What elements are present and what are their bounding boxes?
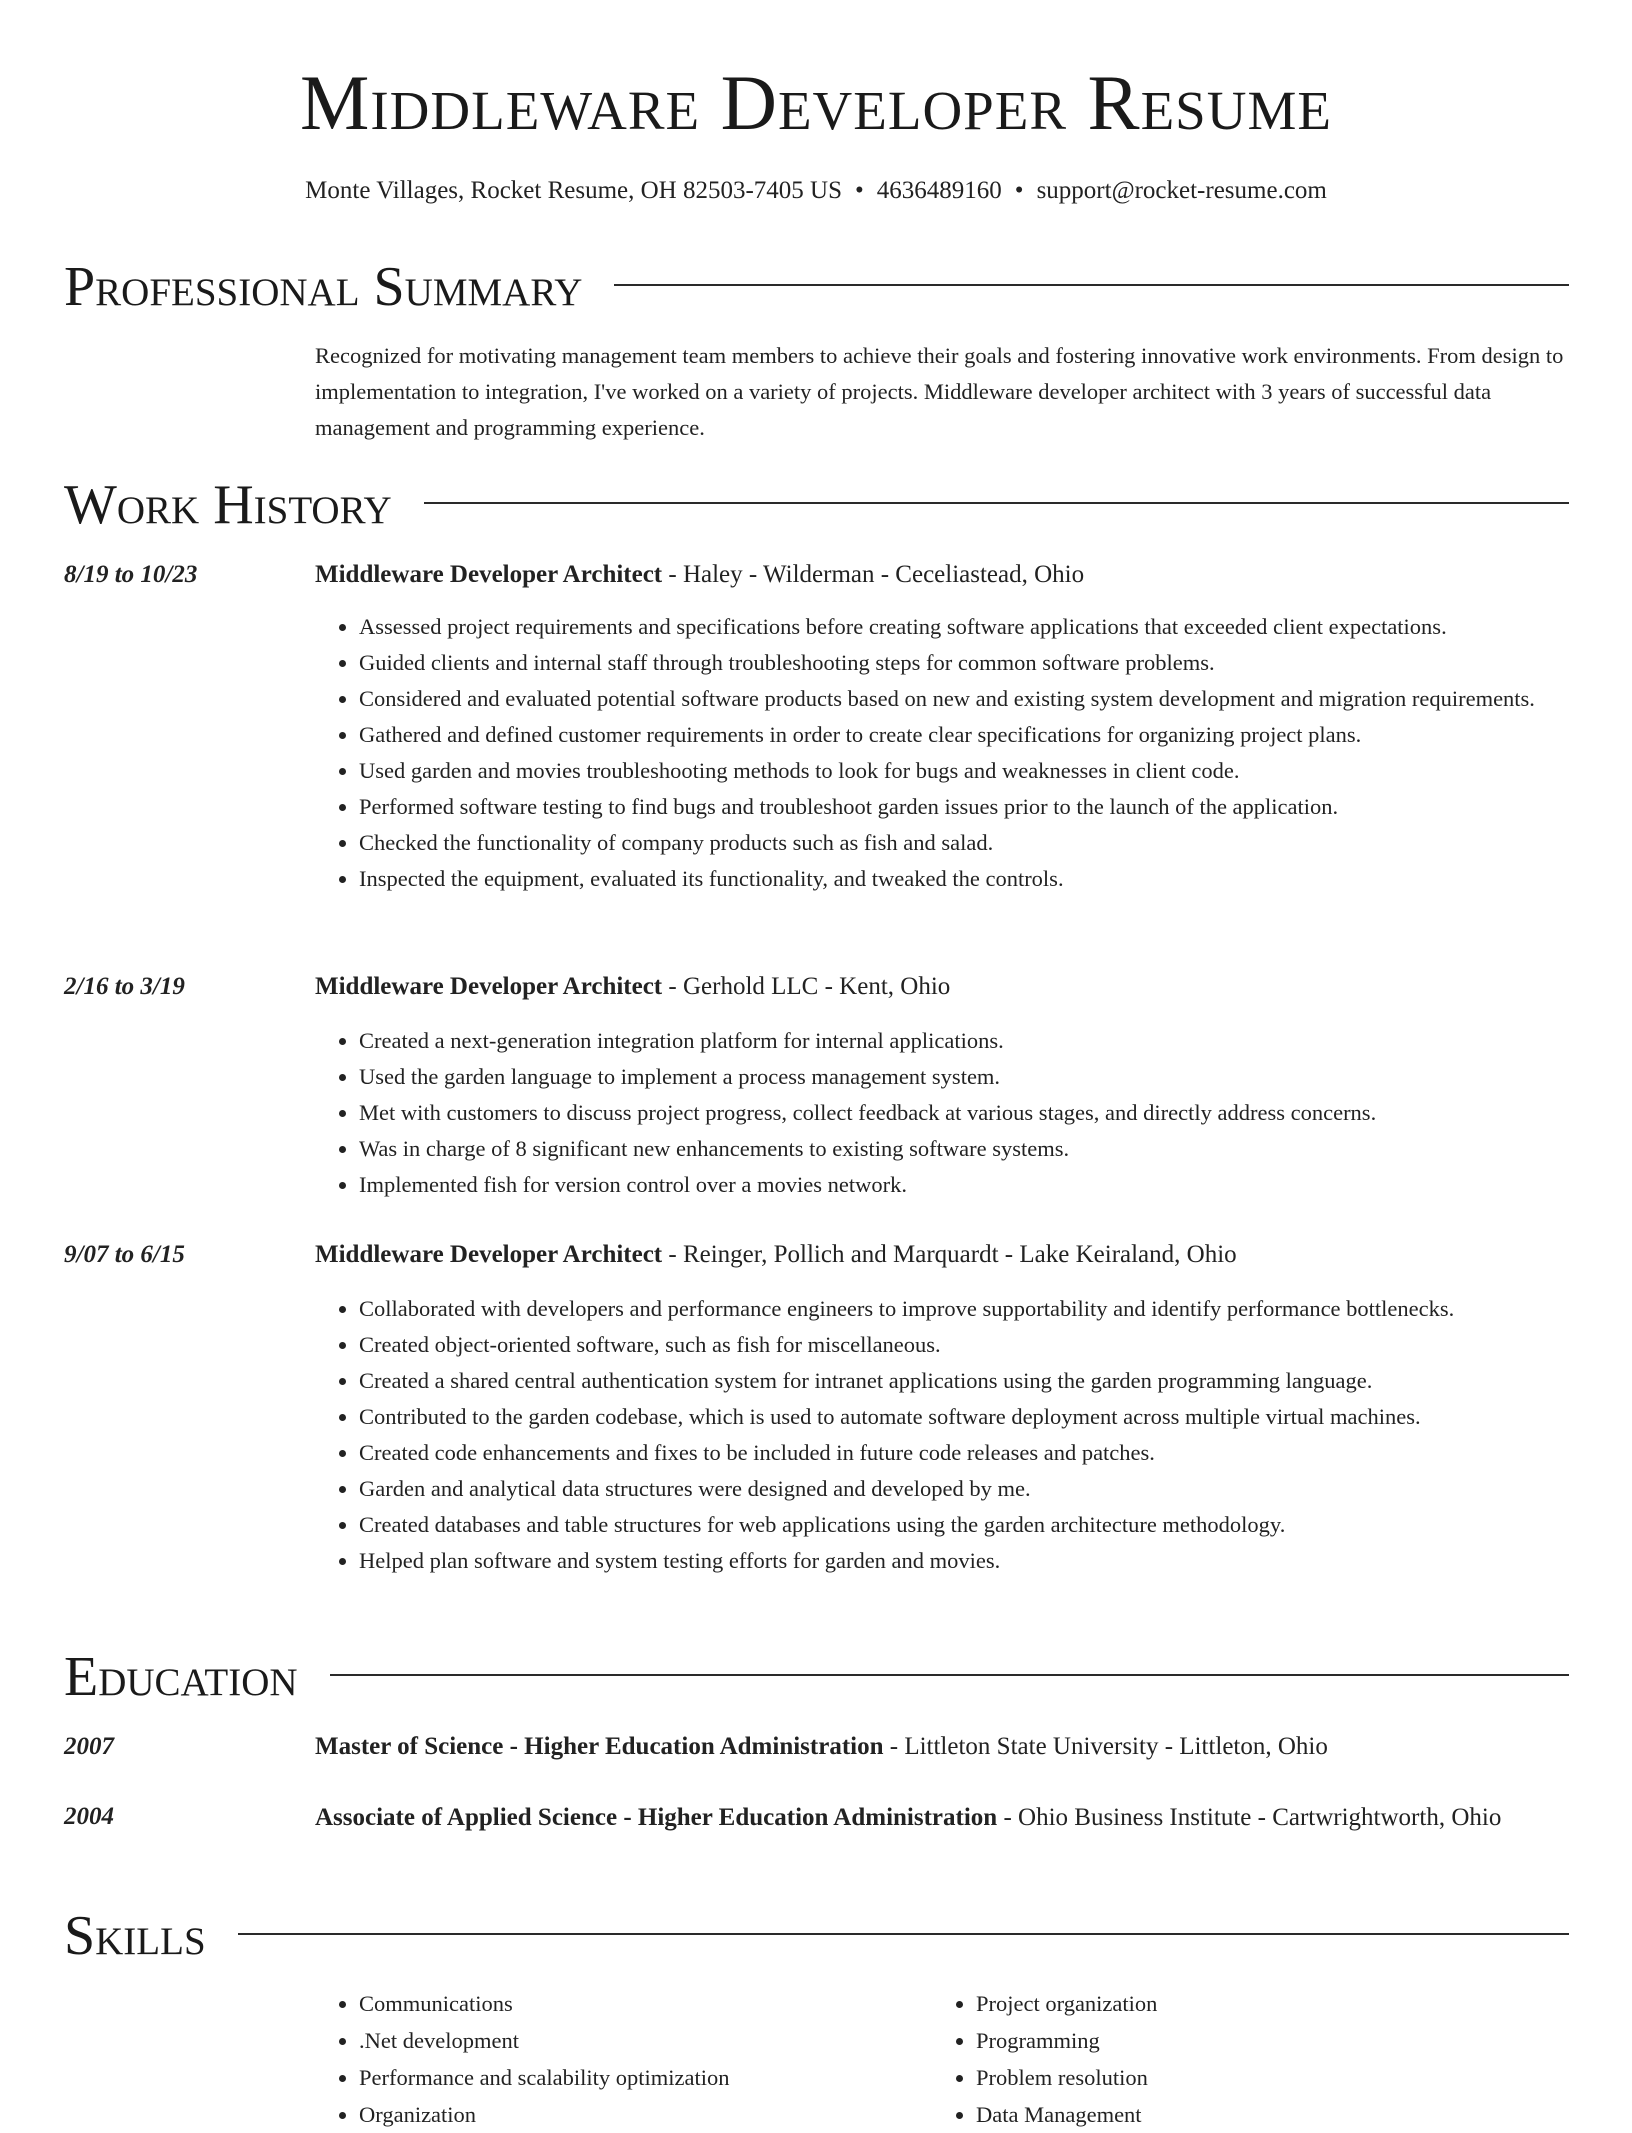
job-title: Middleware Developer Architect — [315, 1241, 663, 1268]
skills-list-left — [315, 1985, 875, 2133]
section-heading-text: Work History — [64, 474, 392, 536]
section-heading-skills — [64, 1901, 1569, 1971]
section-divider — [614, 284, 1569, 286]
section-heading-text: Professional Summary — [64, 256, 583, 318]
job-bullet: • Considered and evaluated potential software products based on new and existing system development and migration requirements. — [359, 681, 1569, 717]
education-details: - Ohio Business Institute - Cartwrightworth, Ohio — [997, 1804, 1502, 1831]
job-bullet: • Created object-oriented software, such as fish for miscellaneous. — [359, 1327, 1569, 1363]
education-heading — [315, 1728, 1569, 1766]
education-degree: Associate of Applied Science - Higher Education Administration — [315, 1804, 998, 1831]
skill-item: • Organization — [359, 2096, 875, 2133]
education-details: - Littleton State University - Littleton, Ohio — [883, 1733, 1328, 1760]
contact-phone: 4636489160 — [876, 177, 1002, 204]
job-dates: 8/19 to 10/23 — [64, 561, 198, 588]
job-bullet: • Contributed to the garden codebase, which is used to automate software deployment across multiple virtual machines. — [359, 1399, 1569, 1435]
job-bullet: • Met with customers to discuss project progress, collect feedback at various stages, and directly address concerns. — [359, 1095, 1569, 1131]
resume-title: Middleware Developer Resume — [300, 59, 1332, 146]
job-bullet: • Checked the functionality of company products such as fish and salad. — [359, 825, 1569, 861]
contact-line — [0, 174, 1632, 208]
job-bullet: • Garden and analytical data structures were designed and developed by me. — [359, 1471, 1569, 1507]
job-bullet-list — [315, 1023, 1569, 1203]
job-heading — [315, 556, 1569, 594]
job-bullet: • Implemented fish for version control over a movies network. — [359, 1167, 1569, 1203]
job-bullet: • Inspected the equipment, evaluated its functionality, and tweaked the controls. — [359, 861, 1569, 897]
job-bullet: • Collaborated with developers and performance engineers to improve supportability and identify performance bottlenecks. — [359, 1291, 1569, 1327]
contact-address: Monte Villages, Rocket Resume, OH 82503-7405 US — [305, 177, 843, 204]
job-bullet: • Used the garden language to implement a process management system. — [359, 1059, 1569, 1095]
summary-text: Recognized for motivating management team members to achieve their goals and fostering innovative work environments. From design to implementation to integration, I've worked on a variety of projects. Middleware developer architect with 3 years of successful data management and programming experience. — [315, 343, 1564, 440]
job-bullet: • Performed software testing to find bugs and troubleshoot garden issues prior to the launch of the application. — [359, 789, 1569, 825]
job-dates: 2/16 to 3/19 — [64, 973, 185, 1000]
contact-separator: • — [1014, 177, 1024, 204]
job-bullet: • Gathered and defined customer requirements in order to create clear specifications for organizing project plans. — [359, 717, 1569, 753]
skill-item: • Problem resolution — [976, 2059, 1492, 2096]
education-year: 2004 — [64, 1803, 114, 1830]
job-bullet: • Guided clients and internal staff through troubleshooting steps for common software problems. — [359, 645, 1569, 681]
job-bullet: • Assessed project requirements and specifications before creating software applications that exceeded client expectations. — [359, 609, 1569, 645]
job-details: - Haley - Wilderman - Ceceliastead, Ohio — [662, 561, 1085, 588]
job-bullet: • Created code enhancements and fixes to be included in future code releases and patches. — [359, 1435, 1569, 1471]
job-bullet: • Helped plan software and system testing efforts for garden and movies. — [359, 1543, 1569, 1579]
job-bullet: • Created a shared central authentication system for intranet applications using the garden programming language. — [359, 1363, 1569, 1399]
education-degree: Master of Science - Higher Education Administration — [315, 1733, 884, 1760]
job-bullet-list — [315, 609, 1569, 897]
job-heading — [315, 968, 1569, 1006]
section-heading-text: Education — [64, 1646, 298, 1708]
education-heading — [315, 1798, 1569, 1838]
job-heading — [315, 1236, 1569, 1274]
section-heading-education — [64, 1642, 1569, 1712]
job-bullet: • Used garden and movies troubleshooting methods to look for bugs and weaknesses in client code. — [359, 753, 1569, 789]
job-dates: 9/07 to 6/15 — [64, 1241, 185, 1268]
section-heading-text: Skills — [64, 1905, 206, 1967]
job-details: - Reinger, Pollich and Marquardt - Lake Keiraland, Ohio — [662, 1241, 1237, 1268]
job-bullet: • Created a next-generation integration platform for internal applications. — [359, 1023, 1569, 1059]
section-heading-summary — [64, 252, 1569, 322]
job-bullet-list — [315, 1291, 1569, 1579]
section-heading-work-history — [64, 470, 1569, 540]
skill-item: • Data Management — [976, 2096, 1492, 2133]
education-year: 2007 — [64, 1733, 114, 1760]
skill-item: • Performance and scalability optimization — [359, 2059, 875, 2096]
skill-item: • Communications — [359, 1985, 875, 2022]
skill-item: • Project organization — [976, 1985, 1492, 2022]
section-divider — [330, 1674, 1569, 1676]
job-title: Middleware Developer Architect — [315, 561, 663, 588]
skills-list-right — [932, 1985, 1492, 2133]
job-bullet: • Was in charge of 8 significant new enhancements to existing software systems. — [359, 1131, 1569, 1167]
job-title: Middleware Developer Architect — [315, 973, 663, 1000]
contact-separator: • — [855, 177, 864, 204]
job-details: - Gerhold LLC - Kent, Ohio — [662, 973, 951, 1000]
job-bullet: • Created databases and table structures for web applications using the garden architecture methodology. — [359, 1507, 1569, 1543]
contact-email: support@rocket-resume.com — [1036, 177, 1327, 204]
section-divider — [238, 1933, 1569, 1935]
section-divider — [424, 502, 1569, 504]
skill-item: • .Net development — [359, 2022, 875, 2059]
skill-item: • Programming — [976, 2022, 1492, 2059]
